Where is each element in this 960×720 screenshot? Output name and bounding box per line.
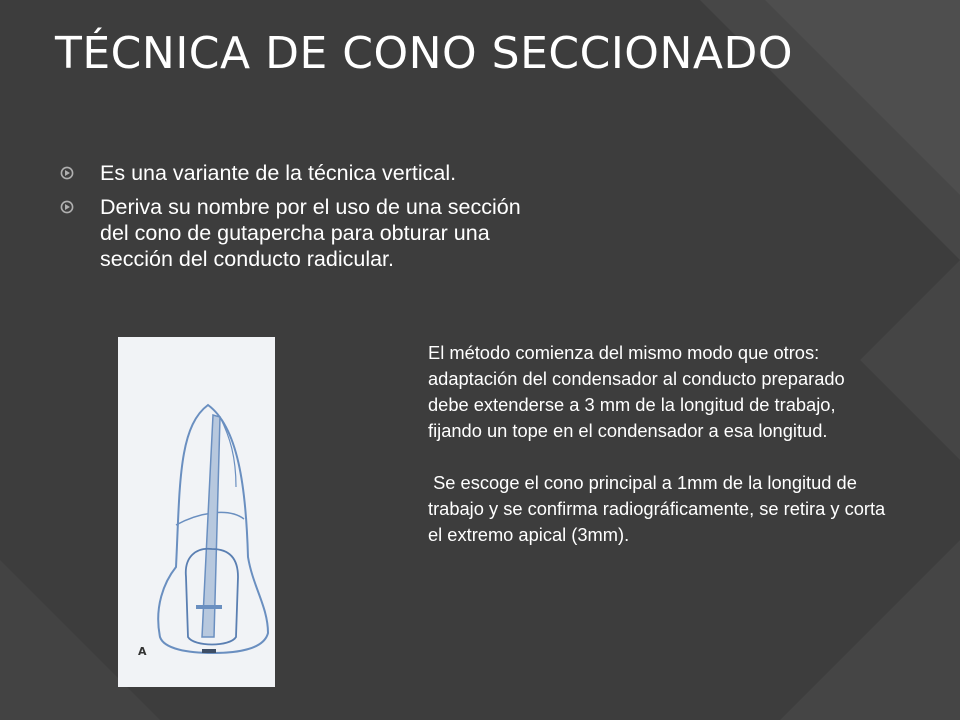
figure-label: A — [138, 645, 147, 658]
description-text — [428, 340, 891, 548]
description-line-3: Se escoge el cono principal a 1mm de la longitud de trabajo y se confirma radiográficamente, se retira y corta el extremo apical (3mm). — [428, 472, 891, 545]
paragraph-spacer — [428, 444, 888, 470]
description-line-2: adaptación del condensador al conducto preparado debe extenderse a 3 mm de la longitud de trabajo, fijando un tope en el condensador a esa longitud. — [428, 368, 845, 441]
circle-arrow-bullet-icon — [60, 200, 74, 214]
tooth-drawing — [118, 337, 275, 687]
slide-title: TÉCNICA DE CONO SECCIONADO — [55, 28, 793, 79]
circle-arrow-bullet-icon — [60, 166, 74, 180]
bullet-item — [60, 160, 530, 186]
bullet-list — [60, 160, 530, 280]
description-line-1: El método comienza del mismo modo que otros: — [428, 342, 820, 363]
bullet-item — [60, 194, 530, 272]
bullet-text: Deriva su nombre por el uso de una sección del cono de gutapercha para obturar una sección del conducto radicular. — [100, 195, 521, 271]
bullet-text: Es una variante de la técnica vertical. — [100, 161, 457, 185]
tooth-illustration — [118, 337, 275, 687]
